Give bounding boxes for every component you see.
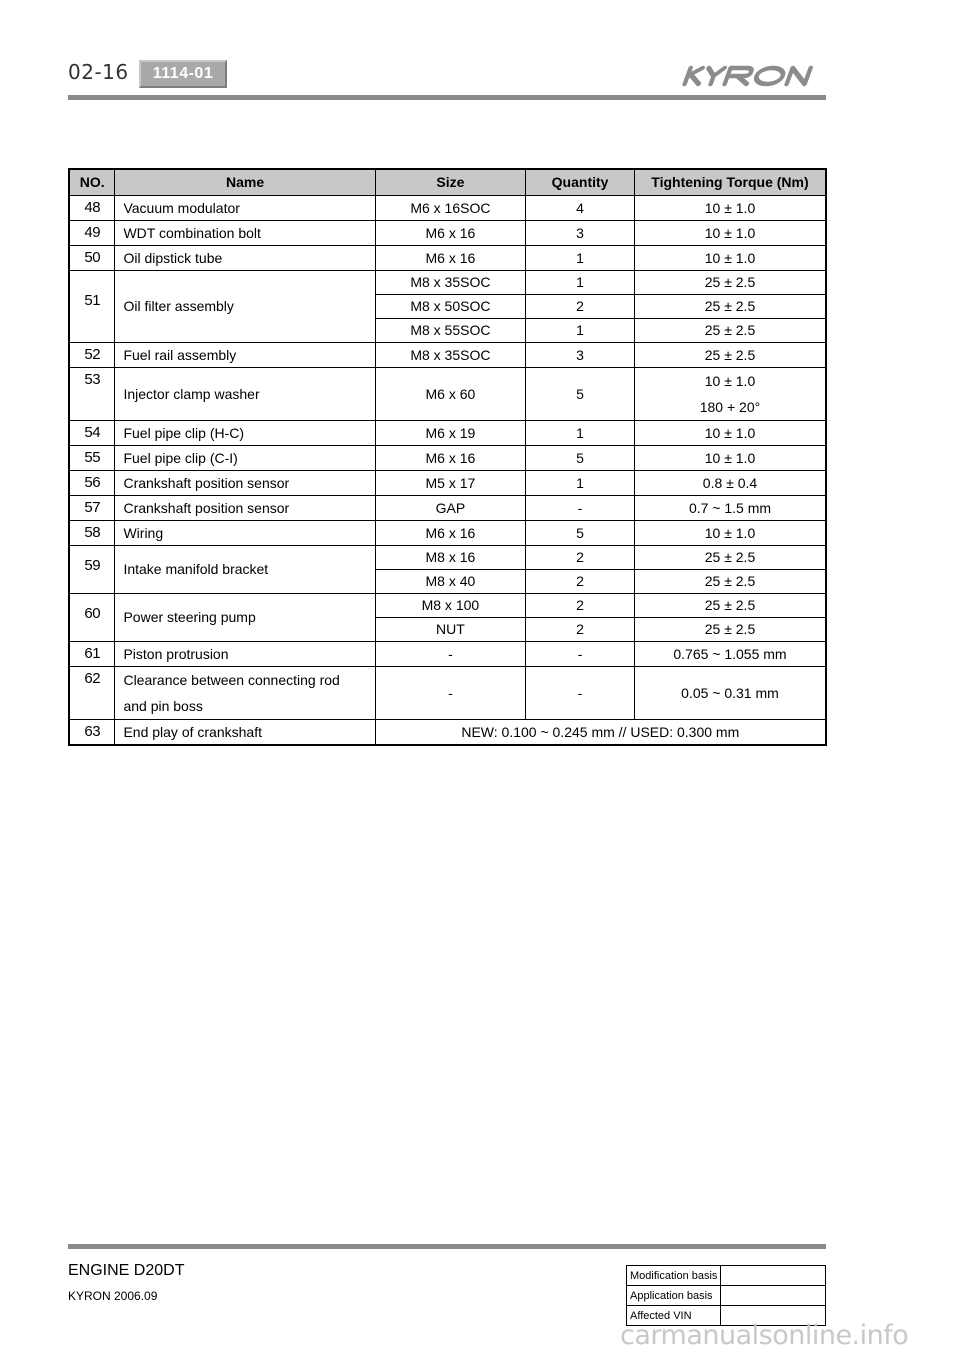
part-size: M6 x 16 <box>375 245 526 270</box>
part-size: M8 x 35SOC <box>375 270 526 294</box>
tightening-torque: 10 ± 1.0 <box>634 220 826 245</box>
row-number: 60 <box>69 593 115 641</box>
tightening-torque: 10 ± 1.0 <box>634 520 826 545</box>
part-size: M8 x 55SOC <box>375 318 526 342</box>
part-size: M6 x 16 <box>375 220 526 245</box>
affected-vin-label: Affected VIN <box>627 1306 721 1326</box>
part-name: Oil dipstick tube <box>115 245 375 270</box>
table-row <box>69 367 826 420</box>
application-basis-value <box>721 1286 826 1306</box>
torque-line: 180 + 20° <box>699 398 761 415</box>
part-size: M6 x 16SOC <box>375 195 526 220</box>
part-name-line: Clearance between connecting rod <box>123 671 340 688</box>
table-row <box>69 520 826 545</box>
section-code-badge: 1114-01 <box>139 60 227 88</box>
part-size: M8 x 50SOC <box>375 294 526 318</box>
table-row <box>69 495 826 520</box>
part-size: M8 x 100 <box>375 593 526 617</box>
part-name: Power steering pump <box>115 593 375 641</box>
part-quantity: 3 <box>526 342 635 367</box>
table-row <box>69 666 826 719</box>
tightening-torque-table <box>68 168 827 746</box>
part-quantity: 1 <box>526 318 635 342</box>
part-name: Fuel pipe clip (C-I) <box>115 445 375 470</box>
part-name <box>115 666 375 719</box>
part-quantity: 5 <box>526 445 635 470</box>
modification-basis-label: Modification basis <box>627 1266 721 1286</box>
table-row <box>69 545 826 569</box>
part-quantity: - <box>526 495 635 520</box>
part-quantity: 2 <box>526 617 635 641</box>
table-header-row <box>69 169 826 195</box>
tightening-torque: 25 ± 2.5 <box>634 270 826 294</box>
table-row <box>69 420 826 445</box>
tightening-torque: 0.7 ~ 1.5 mm <box>634 495 826 520</box>
tightening-torque: 10 ± 1.0 <box>634 195 826 220</box>
header-rule <box>68 95 826 100</box>
tightening-torque: 0.8 ± 0.4 <box>634 470 826 495</box>
tightening-torque <box>634 367 826 420</box>
table-row <box>69 641 826 666</box>
part-name: Piston protrusion <box>115 641 375 666</box>
part-quantity: - <box>526 641 635 666</box>
row-number: 52 <box>69 342 115 367</box>
part-size: M6 x 16 <box>375 520 526 545</box>
table-row <box>69 445 826 470</box>
part-name: Wiring <box>115 520 375 545</box>
part-size: M6 x 16 <box>375 445 526 470</box>
table-row <box>69 245 826 270</box>
part-quantity: 1 <box>526 270 635 294</box>
column-header-torque: Tightening Torque (Nm) <box>634 169 826 195</box>
part-size: M8 x 16 <box>375 545 526 569</box>
watermark: carmanualsonline.info <box>620 1320 909 1351</box>
part-name: Injector clamp washer <box>115 367 375 420</box>
part-size: M6 x 60 <box>375 367 526 420</box>
kyron-logo <box>680 64 826 88</box>
part-name: Crankshaft position sensor <box>115 495 375 520</box>
tightening-torque: 10 ± 1.0 <box>634 245 826 270</box>
table-body <box>69 195 826 745</box>
revision-info-box <box>626 1265 826 1326</box>
part-size: M8 x 40 <box>375 569 526 593</box>
part-name: Vacuum modulator <box>115 195 375 220</box>
row-number: 51 <box>69 270 115 342</box>
row-number: 53 <box>69 367 115 420</box>
table-row <box>69 195 826 220</box>
part-quantity: 2 <box>526 294 635 318</box>
part-size: M6 x 19 <box>375 420 526 445</box>
tightening-torque: 25 ± 2.5 <box>634 593 826 617</box>
part-size: M5 x 17 <box>375 470 526 495</box>
part-name: Crankshaft position sensor <box>115 470 375 495</box>
part-quantity: 3 <box>526 220 635 245</box>
part-size: M8 x 35SOC <box>375 342 526 367</box>
table-row <box>69 719 826 745</box>
table-row <box>69 470 826 495</box>
part-quantity: 1 <box>526 245 635 270</box>
row-number: 61 <box>69 641 115 666</box>
table-row <box>69 342 826 367</box>
row-number: 54 <box>69 420 115 445</box>
column-header-quantity: Quantity <box>526 169 635 195</box>
part-size: - <box>375 641 526 666</box>
column-header-name: Name <box>115 169 375 195</box>
footer-subtitle: KYRON 2006.09 <box>68 1289 158 1303</box>
part-name: End play of crankshaft <box>115 719 375 745</box>
row-number: 57 <box>69 495 115 520</box>
tightening-torque: 25 ± 2.5 <box>634 318 826 342</box>
footer-rule <box>68 1244 826 1249</box>
row-number: 48 <box>69 195 115 220</box>
tightening-torque: 10 ± 1.0 <box>634 420 826 445</box>
tightening-torque: 10 ± 1.0 <box>634 445 826 470</box>
row-number: 49 <box>69 220 115 245</box>
row-number: 55 <box>69 445 115 470</box>
revision-row <box>627 1266 826 1286</box>
part-quantity: 5 <box>526 367 635 420</box>
row-number: 62 <box>69 666 115 719</box>
tightening-torque: 0.765 ~ 1.055 mm <box>634 641 826 666</box>
modification-basis-value <box>721 1266 826 1286</box>
part-quantity: 2 <box>526 545 635 569</box>
part-quantity: - <box>526 666 635 719</box>
revision-row <box>627 1286 826 1306</box>
row-number: 58 <box>69 520 115 545</box>
part-quantity: 1 <box>526 420 635 445</box>
part-name: Oil filter assembly <box>115 270 375 342</box>
part-name-line: and pin boss <box>123 697 203 714</box>
kyron-wordmark-glyphs <box>685 68 811 84</box>
application-basis-label: Application basis <box>627 1286 721 1306</box>
end-play-spec: NEW: 0.100 ~ 0.245 mm // USED: 0.300 mm <box>375 719 826 745</box>
part-quantity: 2 <box>526 569 635 593</box>
table-row <box>69 220 826 245</box>
tightening-torque: 25 ± 2.5 <box>634 569 826 593</box>
tightening-torque: 25 ± 2.5 <box>634 294 826 318</box>
column-header-no: NO. <box>69 169 115 195</box>
part-name: Intake manifold bracket <box>115 545 375 593</box>
row-number: 56 <box>69 470 115 495</box>
part-name: Fuel rail assembly <box>115 342 375 367</box>
part-size: GAP <box>375 495 526 520</box>
tightening-torque: 25 ± 2.5 <box>634 545 826 569</box>
table-row <box>69 270 826 294</box>
part-name: WDT combination bolt <box>115 220 375 245</box>
part-quantity: 4 <box>526 195 635 220</box>
part-size: - <box>375 666 526 719</box>
torque-line: 10 ± 1.0 <box>704 372 756 389</box>
footer-title: ENGINE D20DT <box>68 1262 185 1279</box>
table-row <box>69 593 826 617</box>
row-number: 50 <box>69 245 115 270</box>
part-size: NUT <box>375 617 526 641</box>
part-quantity: 5 <box>526 520 635 545</box>
part-quantity: 2 <box>526 593 635 617</box>
tightening-torque: 25 ± 2.5 <box>634 342 826 367</box>
column-header-size: Size <box>375 169 526 195</box>
row-number: 59 <box>69 545 115 593</box>
part-quantity: 1 <box>526 470 635 495</box>
tightening-torque: 0.05 ~ 0.31 mm <box>634 666 826 719</box>
part-name: Fuel pipe clip (H-C) <box>115 420 375 445</box>
tightening-torque: 25 ± 2.5 <box>634 617 826 641</box>
page-number: 02-16 <box>68 60 129 84</box>
row-number: 63 <box>69 719 115 745</box>
